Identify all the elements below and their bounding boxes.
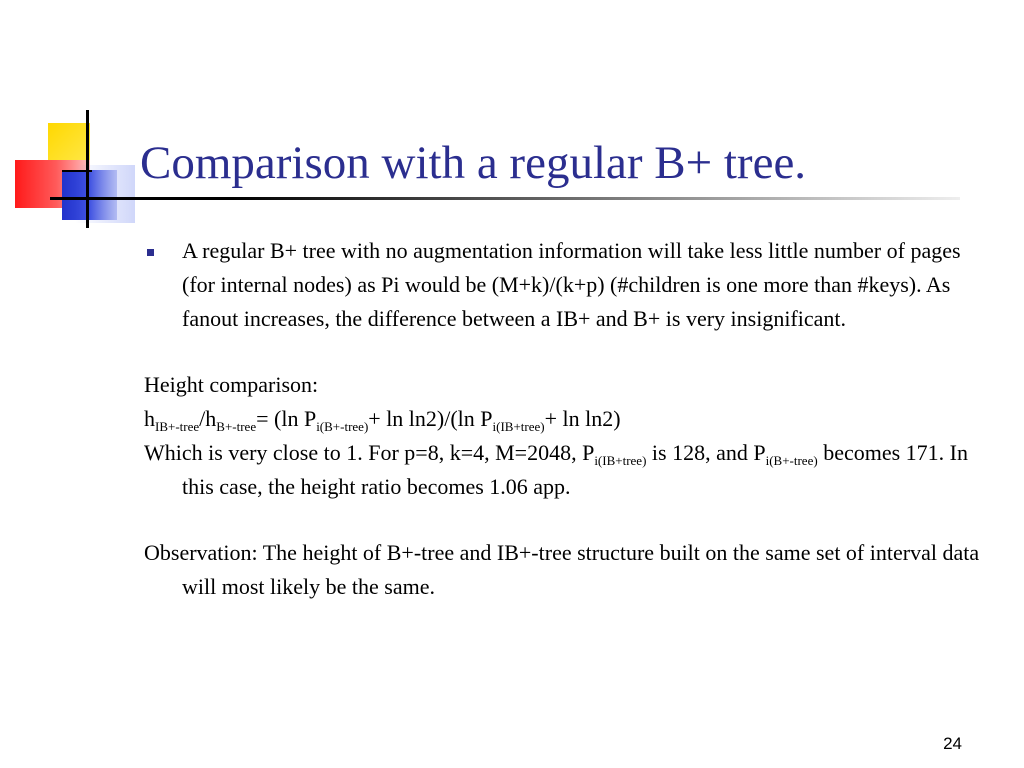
height-comparison-label: Height comparison: <box>144 372 319 397</box>
formula-part: h <box>144 406 155 431</box>
which-paragraph <box>144 436 994 504</box>
logo-horizontal-line <box>62 170 92 172</box>
which-text: becomes 171. In this case, the height ratio becomes 1.06 app. <box>182 440 968 499</box>
formula-part: /h <box>199 406 217 431</box>
which-text: is 128, and P <box>646 440 766 465</box>
formula-part: = (ln P <box>256 406 317 431</box>
spacer <box>144 504 994 536</box>
logo-light-blue-square <box>75 165 135 223</box>
formula-subscript: i(B+-tree) <box>316 419 369 434</box>
bullet-text: A regular B+ tree with no augmentation information will take less little number of pages (for internal nodes) as Pi would be (M+k)/(k+p) (#children is one more than #keys). As fanout increases, the difference between a IB+ and B+ is very insignificant. <box>182 238 961 331</box>
formula-subscript: i(IB+tree) <box>492 419 545 434</box>
height-formula <box>144 402 994 436</box>
formula-part: + ln ln2) <box>544 406 621 431</box>
spacer <box>144 336 994 368</box>
observation-paragraph: Observation: The height of B+-tree and IB+-tree structure built on the same set of interval data will most likely be the same. <box>144 540 980 599</box>
logo-vertical-line <box>86 110 89 228</box>
bullet-item <box>144 234 994 336</box>
logo-yellow-square <box>48 123 90 165</box>
title-underline <box>50 197 960 200</box>
which-subscript: i(B+-tree) <box>765 453 818 468</box>
which-subscript: i(IB+tree) <box>594 453 647 468</box>
page-number: 24 <box>943 734 962 753</box>
slide-title: Comparison with a regular B+ tree. <box>140 137 807 189</box>
which-text: Which is very close to 1. For p=8, k=4, M=2048, P <box>144 440 595 465</box>
formula-part: + ln ln2)/(ln P <box>368 406 493 431</box>
slide-content <box>144 234 994 604</box>
slide-logo-decoration <box>0 0 150 240</box>
formula-subscript: B+-tree <box>216 419 257 434</box>
square-bullet-icon <box>147 249 154 256</box>
formula-subscript: IB+-tree <box>155 419 200 434</box>
